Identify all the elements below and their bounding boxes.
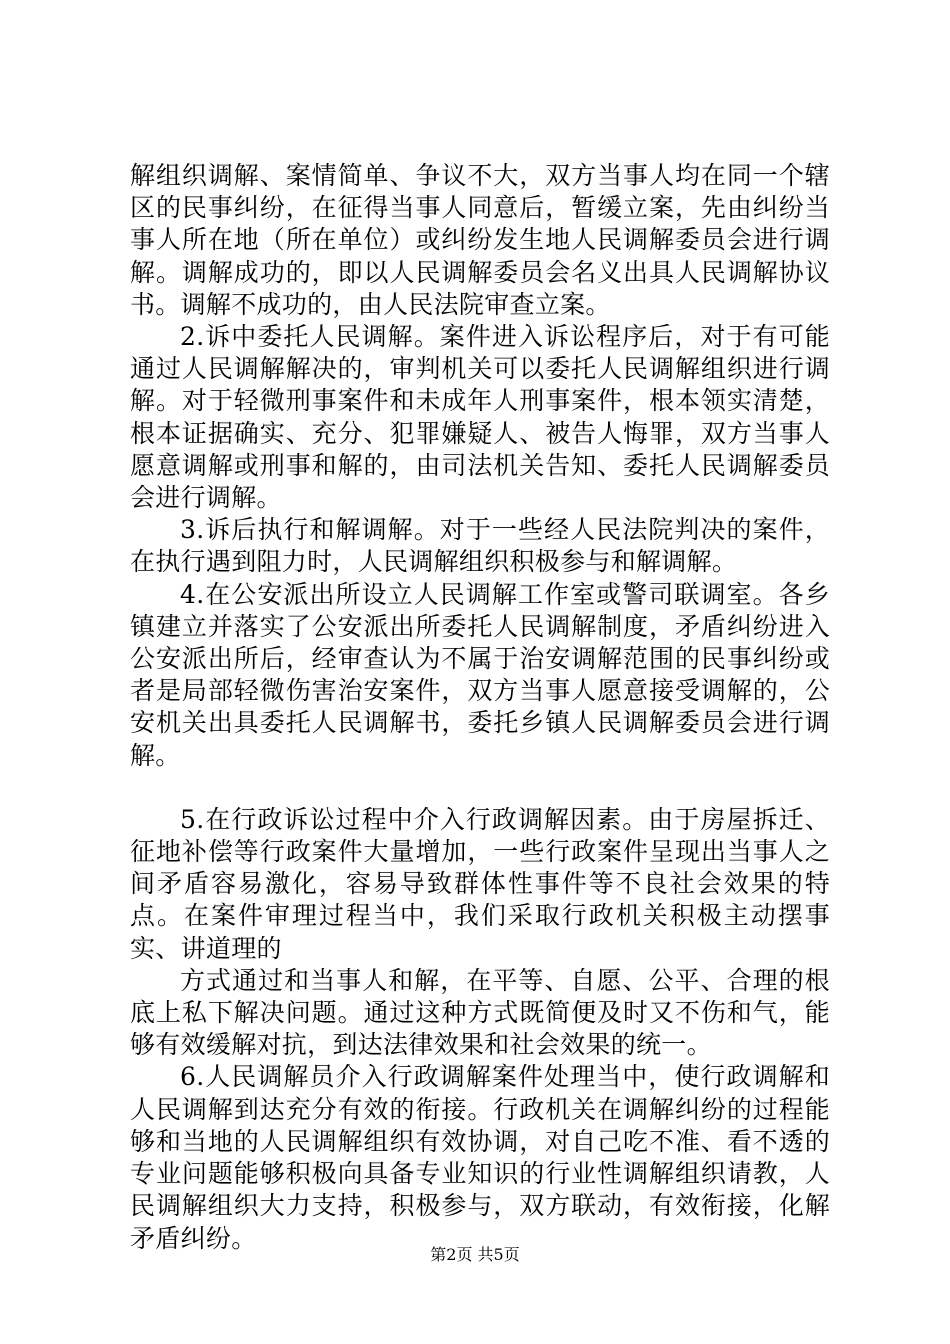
page-number-label: 第2页 共5页 bbox=[430, 1245, 520, 1264]
page-footer bbox=[0, 1245, 950, 1265]
paragraph-item-5-continued: 方式通过和当事人和解，在平等、自愿、公平、合理的根底上私下解决问题。通过这种方式既简便及时又不伤和气，能够有效缓解对抗，到达法律效果和社会效果的统一。 bbox=[130, 965, 830, 1060]
paragraph-item-6: 6.人民调解员介入行政调解案件处理当中，使行政调解和人民调解到达充分有效的衔接。行政机关在调解纠纷的过程能够和当地的人民调解组织有效协调，对自己吃不准、看不透的专业问题能够积极向具备专业知识的行业性调解组织请教，人民调解组织大力支持，积极参与，双方联动，有效衔接，化解矛盾纠纷。 bbox=[130, 1062, 830, 1253]
paragraph-item-4: 4.在公安派出所设立人民调解工作室或警司联调室。各乡镇建立并落实了公安派出所委托人民调解制度，矛盾纠纷进入公安派出所后，经审查认为不属于治安调解范围的民事纠纷或者是局部轻微伤害治安案件，双方当事人愿意接受调解的，公安机关出具委托人民调解书，委托乡镇人民调解委员会进行调解。 bbox=[130, 579, 830, 770]
paragraph-continuation: 解组织调解、案情简单、争议不大，双方当事人均在同一个辖区的民事纠纷，在征得当事人同意后，暂缓立案，先由纠纷当事人所在地（所在单位）或纠纷发生地人民调解委员会进行调解。调解成功的，即以人民调解委员会名义出具人民调解协议书。调解不成功的，由人民法院审查立案。 bbox=[130, 161, 830, 319]
paragraph-item-5: 5.在行政诉讼过程中介入行政调解因素。由于房屋拆迁、征地补偿等行政案件大量增加，一些行政案件呈现出当事人之间矛盾容易激化，容易导致群体性事件等不良社会效果的特点。在案件审理过程当中，我们采取行政机关积极主动摆事实、讲道理的 bbox=[130, 804, 830, 963]
paragraph-item-3: 3.诉后执行和解调解。对于一些经人民法院判决的案件，在执行遇到阻力时，人民调解组织积极参与和解调解。 bbox=[130, 515, 830, 577]
paragraph-item-2: 2.诉中委托人民调解。案件进入诉讼程序后，对于有可能通过人民调解解决的，审判机关可以委托人民调解组织进行调解。对于轻微刑事案件和未成年人刑事案件，根本领实清楚，根本证据确实、充分、犯罪嫌疑人、被告人悔罪，双方当事人愿意调解或刑事和解的，由司法机关告知、委托人民调解委员会进行调解。 bbox=[130, 322, 830, 513]
document-body bbox=[130, 160, 830, 1255]
